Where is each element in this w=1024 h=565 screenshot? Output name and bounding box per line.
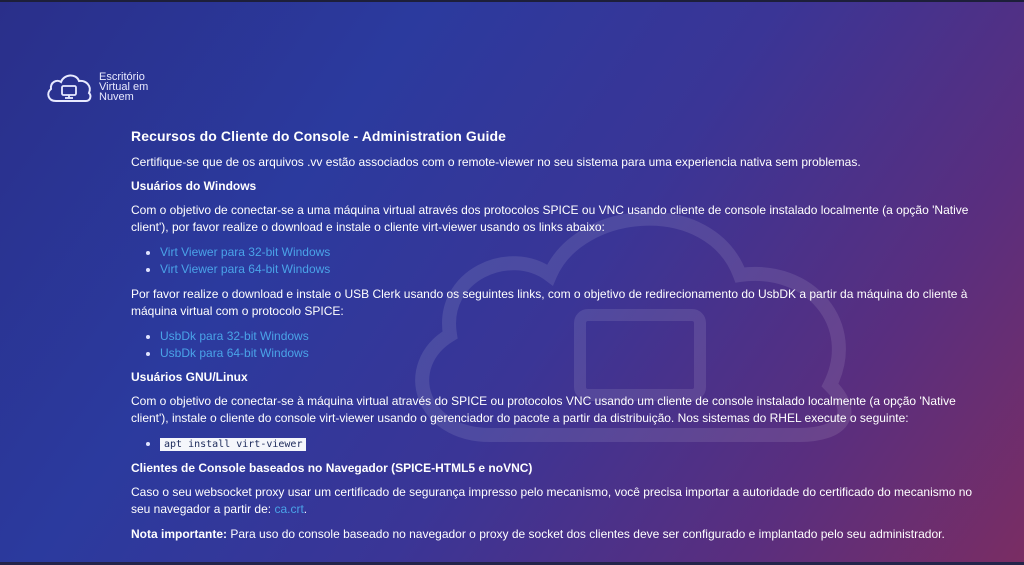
list-item bbox=[160, 345, 981, 362]
brand-logo[interactable] bbox=[45, 70, 148, 104]
list-item bbox=[160, 261, 981, 278]
usbdk-32-link[interactable]: UsbDk para 32-bit Windows bbox=[160, 329, 309, 343]
brand-name bbox=[99, 72, 148, 102]
list-item bbox=[160, 244, 981, 261]
usb-clerk-text: Por favor realize o download e instale o USB Clerk usando os seguintes links, com o objetivo de redirecionamento do UsbDK a partir da máquina do cliente à máquina virtual com o protocolo SPICE: bbox=[131, 287, 968, 318]
browser-heading: Clientes de Console baseados no Navegador (SPICE-HTML5 e noVNC) bbox=[131, 461, 533, 475]
windows-heading: Usuários do Windows bbox=[131, 179, 257, 193]
usbdk-64-link[interactable]: UsbDk para 64-bit Windows bbox=[160, 346, 309, 360]
browser-text bbox=[131, 484, 981, 518]
brand-line-1: Escritório bbox=[99, 71, 145, 83]
note-text: Para uso do console baseado no navegador o proxy de socket dos clientes deve ser configurado e implantado pelo seu administrador. bbox=[227, 527, 945, 541]
note-label: Nota importante: bbox=[131, 527, 227, 541]
cloud-monitor-icon bbox=[45, 70, 93, 104]
intro-text: Certifique-se que de os arquivos .vv estão associados com o remote-viewer no seu sistema para uma experiencia nativa sem problemas. bbox=[131, 155, 861, 169]
list-item bbox=[160, 328, 981, 345]
list-item bbox=[160, 435, 981, 453]
install-command[interactable]: apt install virt-viewer bbox=[160, 438, 306, 451]
virt-viewer-64-link[interactable]: Virt Viewer para 64-bit Windows bbox=[160, 262, 331, 276]
virt-viewer-32-link[interactable]: Virt Viewer para 32-bit Windows bbox=[160, 245, 331, 259]
brand-line-3: Nuvem bbox=[99, 91, 134, 103]
ca-cert-link[interactable]: ca.crt bbox=[274, 502, 304, 516]
usbdk-links bbox=[131, 328, 981, 362]
page-title: Recursos do Cliente do Console - Administration Guide bbox=[131, 128, 507, 144]
brand-line-2: Virtual em bbox=[99, 81, 149, 93]
linux-command-list bbox=[131, 435, 981, 453]
browser-text-period: . bbox=[303, 502, 308, 516]
main-content bbox=[131, 128, 981, 551]
linux-heading: Usuários GNU/Linux bbox=[131, 370, 248, 384]
important-note bbox=[131, 526, 981, 543]
linux-text: Com o objetivo de conectar-se à máquina virtual através do SPICE ou protocolos VNC usando um cliente de console instalado localmente (a opção 'Native client'), instale o cliente do console virt-viewer usando o gerenciador do pacote a partir da distribuição. Nos sistemas do RHEL execute o seguinte: bbox=[131, 394, 956, 425]
virt-viewer-links bbox=[131, 244, 981, 278]
browser-text-body: Caso o seu websocket proxy usar um certificado de segurança impresso pelo mecanismo, você precisa importar a autoridade do certificado do mecanismo no seu navegador a partir de: bbox=[131, 485, 973, 516]
top-border bbox=[0, 0, 1024, 2]
windows-text: Com o objetivo de conectar-se a uma máquina virtual através dos protocolos SPICE ou VNC usando cliente de console instalado localmente (a opção 'Native client'), por favor realize o download e instale o cliente virt-viewer usando os links abaixo: bbox=[131, 203, 969, 234]
